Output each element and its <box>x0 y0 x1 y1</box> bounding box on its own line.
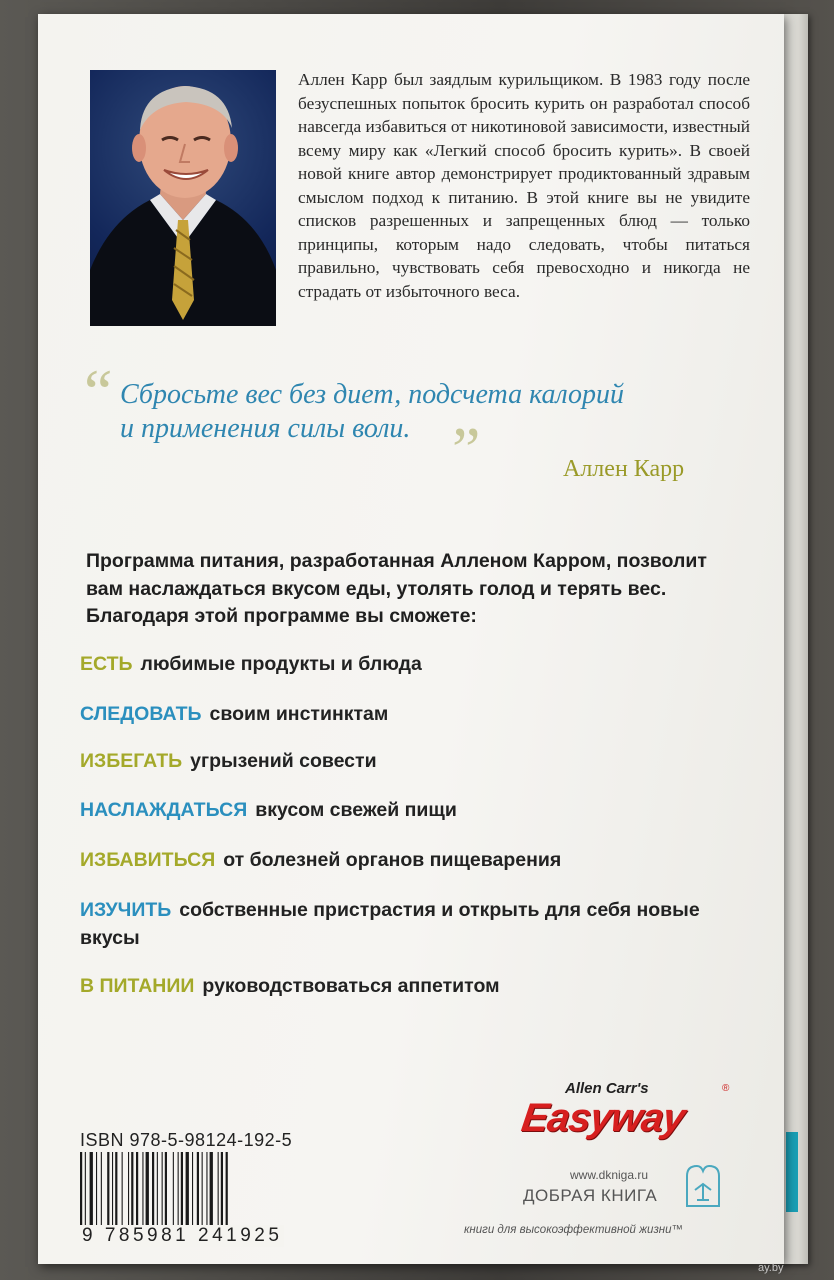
quote-close-mark: ” <box>452 414 481 485</box>
logo-subtitle: Allen Carr's <box>565 1080 649 1097</box>
barcode-bar <box>178 1152 179 1232</box>
barcode-bar <box>85 1152 86 1232</box>
benefit-item <box>80 700 760 728</box>
benefit-keyword: ИЗУЧИТЬ <box>80 899 172 921</box>
barcode-bar <box>90 1152 93 1232</box>
author-bio: Аллен Карр был заядлым курильщиком. В 1983 году после безуспешных попыток бросить курить он разработал способ навсегда избавиться от никотиновой зависимости, известный всему миру как «Легкий способ бросить курить». В своей новой книге автор демонстрирует продиктованный здравым смыслом подход к питанию. В этой книге вы не увидите списков разрешенных и запрещенных блюд — только принципы, которым надо следовать, чтобы питаться правильно, чувствовать себя превосходно и никогда не страдать от избыточного веса. <box>298 70 751 301</box>
barcode-digits: 9 785981 241925 <box>82 1225 283 1246</box>
program-intro: Программа питания, разработанная Алленом Карром, позволит вам наслаждаться вкусом еды, утолять голод и терять вес. Благодаря этой программе вы сможете: <box>86 550 707 627</box>
barcode-bar <box>80 1152 82 1232</box>
benefit-item <box>80 846 760 874</box>
barcode-bar <box>101 1152 102 1232</box>
barcode-bar <box>197 1152 199 1232</box>
benefit-keyword: ИЗБАВИТЬСЯ <box>80 849 216 871</box>
pull-quote-line-1: Сбросьте вес без диет, подсчета калорий <box>120 379 625 410</box>
benefit-keyword: НАСЛАЖДАТЬСЯ <box>80 799 248 821</box>
easyway-logo: Easyway <box>518 1096 688 1140</box>
barcode-bar <box>162 1152 163 1232</box>
benefit-text: руководствоваться аппетитом <box>202 975 500 997</box>
barcode <box>78 1152 274 1232</box>
publisher-tagline: книги для высокоэффективной жизни™ <box>464 1224 684 1236</box>
benefit-keyword: ЕСТЬ <box>80 653 133 675</box>
barcode-bar <box>152 1152 154 1232</box>
benefit-item <box>80 972 760 1000</box>
registered-mark: ® <box>722 1083 730 1094</box>
barcode-bar <box>96 1152 97 1232</box>
benefit-item <box>80 650 760 678</box>
barcode-bar <box>173 1152 174 1232</box>
barcode-bar <box>157 1152 158 1232</box>
barcode-bar <box>202 1152 203 1232</box>
site-watermark: ay.by <box>758 1262 784 1274</box>
pull-quote-line-2: и применения силы воли. <box>120 413 411 444</box>
benefit-text: от болезней органов пищеварения <box>223 849 562 871</box>
benefit-text: вкусом свежей пищи <box>255 799 457 821</box>
barcode-bar <box>210 1152 213 1232</box>
barcode-bar <box>112 1152 113 1232</box>
barcode-bar <box>218 1152 219 1232</box>
benefit-text: собственные пристрастия и открыть для себя новые вкусы <box>80 899 700 949</box>
barcode-bar <box>122 1152 123 1232</box>
pull-quote <box>120 378 720 446</box>
barcode-bar <box>131 1152 133 1232</box>
barcode-bar <box>107 1152 109 1232</box>
benefit-keyword: ИЗБЕГАТЬ <box>80 750 183 772</box>
barcode-bar <box>226 1152 228 1232</box>
benefit-keyword: В ПИТАНИИ <box>80 975 195 997</box>
barcode-bar <box>146 1152 149 1232</box>
barcode-bar <box>115 1152 117 1232</box>
barcode-bar <box>142 1152 143 1232</box>
author-photo <box>90 70 276 326</box>
publisher-url: www.dkniga.ru <box>570 1168 649 1182</box>
quote-open-mark: “ <box>84 356 113 427</box>
publisher-logo-icon <box>683 1162 723 1208</box>
quote-author: Аллен Карр <box>563 456 685 482</box>
benefit-keyword: СЛЕДОВАТЬ <box>80 703 202 725</box>
barcode-bar <box>181 1152 183 1232</box>
barcode-bar <box>136 1152 138 1232</box>
spine-accent-stripe <box>786 1132 798 1212</box>
benefit-text: любимые продукты и блюда <box>140 653 422 675</box>
barcode-bar <box>165 1152 167 1232</box>
barcode-bar <box>192 1152 193 1232</box>
barcode-bar <box>206 1152 207 1232</box>
isbn-number: ISBN 978-5-98124-192-5 <box>80 1130 293 1150</box>
benefit-item <box>80 747 760 775</box>
benefit-item <box>80 896 730 952</box>
barcode-bar <box>186 1152 189 1232</box>
publisher-name: ДОБРАЯ КНИГА <box>523 1186 658 1205</box>
benefit-text: угрызений совести <box>190 750 377 772</box>
barcode-bar <box>128 1152 129 1232</box>
benefit-item <box>80 796 760 824</box>
benefit-text: своим инстинктам <box>209 703 389 725</box>
barcode-bar <box>221 1152 223 1232</box>
